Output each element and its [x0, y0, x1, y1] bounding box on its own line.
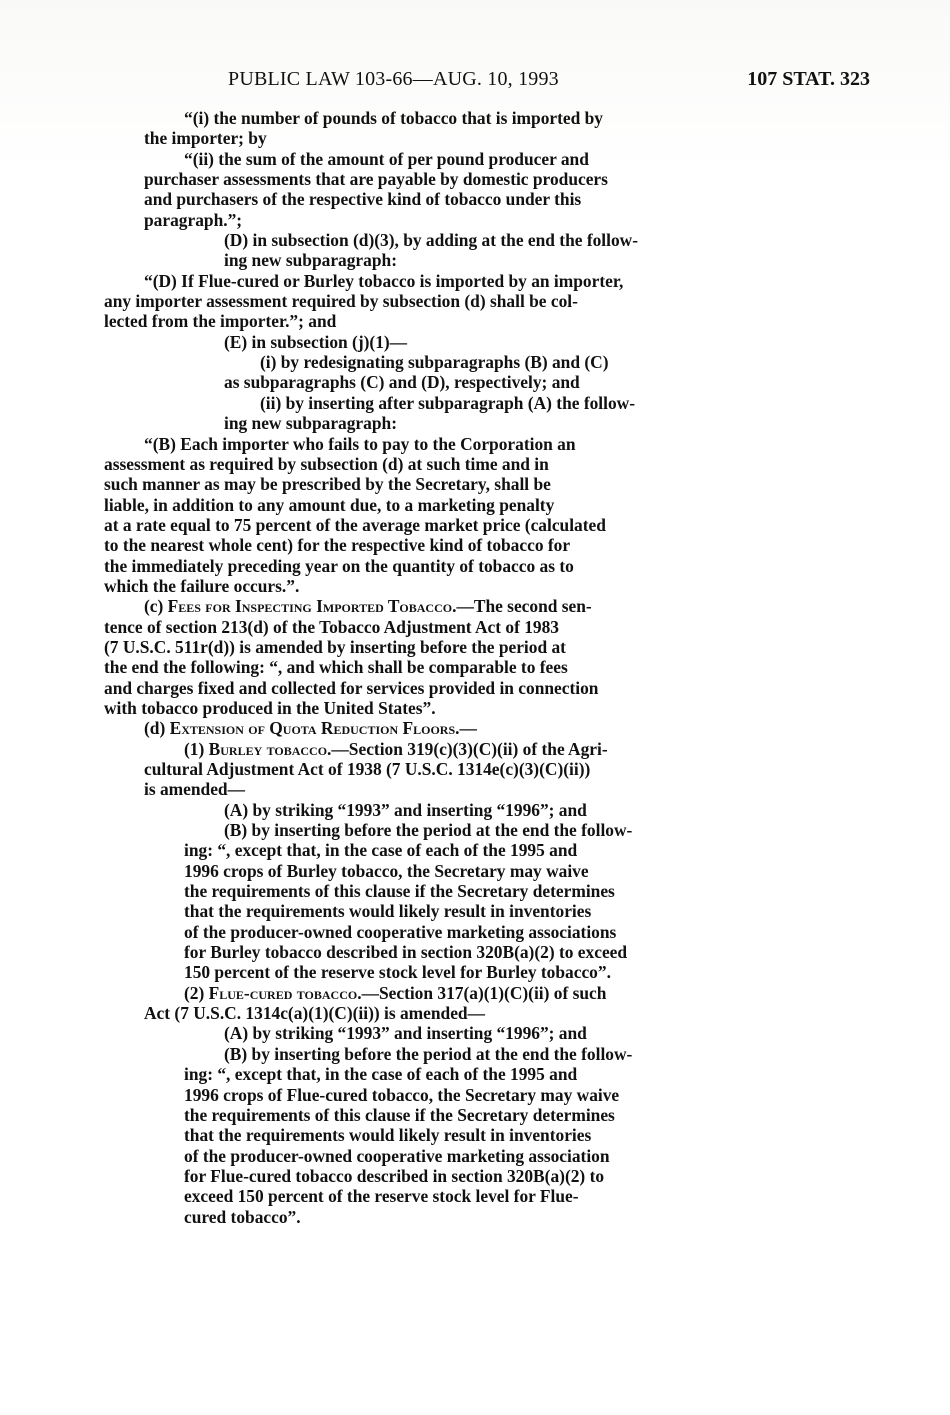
line: such manner as may be prescribed by the Secretary, shall be: [104, 474, 551, 495]
line-para-1: (1) Burley tobacco.—Section 319(c)(3)(C)(ii) of the Agri-: [184, 738, 608, 759]
line-subpara-A-1: (A) by striking “1993” and inserting “1996”; and: [224, 799, 587, 820]
line-quoted-i: “(i) the number of pounds of tobacco that is imported by: [184, 108, 604, 128]
line-subpara-D: (D) in subsection (d)(3), by adding at the end the follow-: [224, 230, 639, 251]
line: to the nearest whole cent) for the respective kind of tobacco for: [104, 535, 571, 556]
line: ing new subparagraph:: [224, 413, 397, 434]
line: and purchasers of the respective kind of tobacco under this: [144, 189, 582, 210]
line: paragraph.”;: [144, 209, 243, 230]
line: of the producer-owned cooperative marketing association: [184, 1145, 610, 1166]
line: purchaser assessments that are payable by domestic producers: [144, 169, 608, 190]
line-quoted-B: “(B) Each importer who fails to pay to the Corporation an: [144, 433, 576, 454]
line: 1996 crops of Burley tobacco, the Secretary may waive: [184, 860, 589, 881]
line: 150 percent of the reserve stock level for Burley tobacco”.: [184, 962, 611, 983]
line: exceed 150 percent of the reserve stock level for Flue-: [184, 1186, 579, 1207]
line: 1996 crops of Flue-cured tobacco, the Secretary may waive: [184, 1084, 620, 1105]
line: the immediately preceding year on the quantity of tobacco as to: [104, 555, 574, 576]
section-c-heading: Fees for Inspecting Imported Tobacco.: [167, 596, 457, 617]
line: the requirements of this clause if the Secretary determines: [184, 1104, 615, 1125]
line-clause-i: (i) by redesignating subparagraphs (B) and (C): [260, 352, 609, 373]
line: for Flue-cured tobacco described in section 320B(a)(2) to: [184, 1165, 605, 1186]
line: ing new subparagraph:: [224, 250, 397, 271]
para-2-heading: Flue-cured tobacco.: [208, 982, 362, 1003]
line: ing: “, except that, in the case of each of the 1995 and: [184, 840, 578, 861]
line: as subparagraphs (C) and (D), respectively; and: [224, 372, 580, 393]
line-section-c: (c) Fees for Inspecting Imported Tobacco.—The second sen-: [144, 596, 592, 617]
line: the requirements of this clause if the Secretary determines: [184, 881, 615, 902]
header-stat-page: 107 STAT. 323: [747, 68, 870, 90]
line: liable, in addition to any amount due, to a marketing penalty: [104, 494, 555, 515]
line: the importer; by: [144, 128, 267, 149]
line: with tobacco produced in the United States”.: [104, 697, 436, 718]
line: and charges fixed and collected for services provided in connection: [104, 677, 599, 698]
statute-text: [104, 108, 732, 1227]
line: is amended—: [144, 779, 245, 800]
line: Act (7 U.S.C. 1314c(a)(1)(C)(ii)) is amended—: [144, 1003, 485, 1024]
line: cultural Adjustment Act of 1938 (7 U.S.C. 1314e(c)(3)(C)(ii)): [144, 759, 591, 779]
line-subpara-A-2: (A) by striking “1993” and inserting “1996”; and: [224, 1023, 587, 1044]
line-quoted-D: “(D) If Flue-cured or Burley tobacco is imported by an importer,: [144, 270, 624, 291]
line: for Burley tobacco described in section 320B(a)(2) to exceed: [184, 942, 628, 963]
line-subpara-B-1: (B) by inserting before the period at the end the follow-: [224, 820, 633, 841]
line: any importer assessment required by subsection (d) shall be col-: [104, 291, 578, 312]
line: of the producer-owned cooperative marketing associations: [184, 921, 617, 942]
line-clause-ii: (ii) by inserting after subparagraph (A) the follow-: [260, 392, 636, 413]
line-section-d: (d) Extension of Quota Reduction Floors.—: [144, 718, 477, 739]
line-subpara-B-2: (B) by inserting before the period at the end the follow-: [224, 1043, 633, 1064]
section-d-heading: Extension of Quota Reduction Floors.: [169, 718, 460, 739]
line: the end the following: “, and which shall be comparable to fees: [104, 657, 568, 678]
line: cured tobacco”.: [184, 1206, 301, 1227]
line: tence of section 213(d) of the Tobacco Adjustment Act of 1983: [104, 616, 560, 637]
header-title: PUBLIC LAW 103-66—AUG. 10, 1993: [228, 68, 559, 90]
line: (7 U.S.C. 511r(d)) is amended by inserting before the period at: [104, 636, 566, 657]
line: ing: “, except that, in the case of each of the 1995 and: [184, 1064, 578, 1085]
para-1-heading: Burley tobacco.: [208, 738, 332, 759]
line-quoted-ii: “(ii) the sum of the amount of per pound producer and: [184, 148, 589, 169]
line: assessment as required by subsection (d) at such time and in: [104, 453, 549, 474]
line-subpara-E: (E) in subsection (j)(1)—: [224, 331, 408, 352]
line: that the requirements would likely result in inventories: [184, 901, 592, 922]
line: lected from the importer.”; and: [104, 311, 337, 332]
line-para-2: (2) Flue-cured tobacco.—Section 317(a)(1)(C)(ii) of such: [184, 982, 607, 1003]
line: that the requirements would likely result in inventories: [184, 1125, 592, 1146]
line: which the failure occurs.”.: [104, 575, 300, 596]
line: at a rate equal to 75 percent of the average market price (calculated: [104, 514, 606, 535]
running-header: [0, 68, 950, 96]
